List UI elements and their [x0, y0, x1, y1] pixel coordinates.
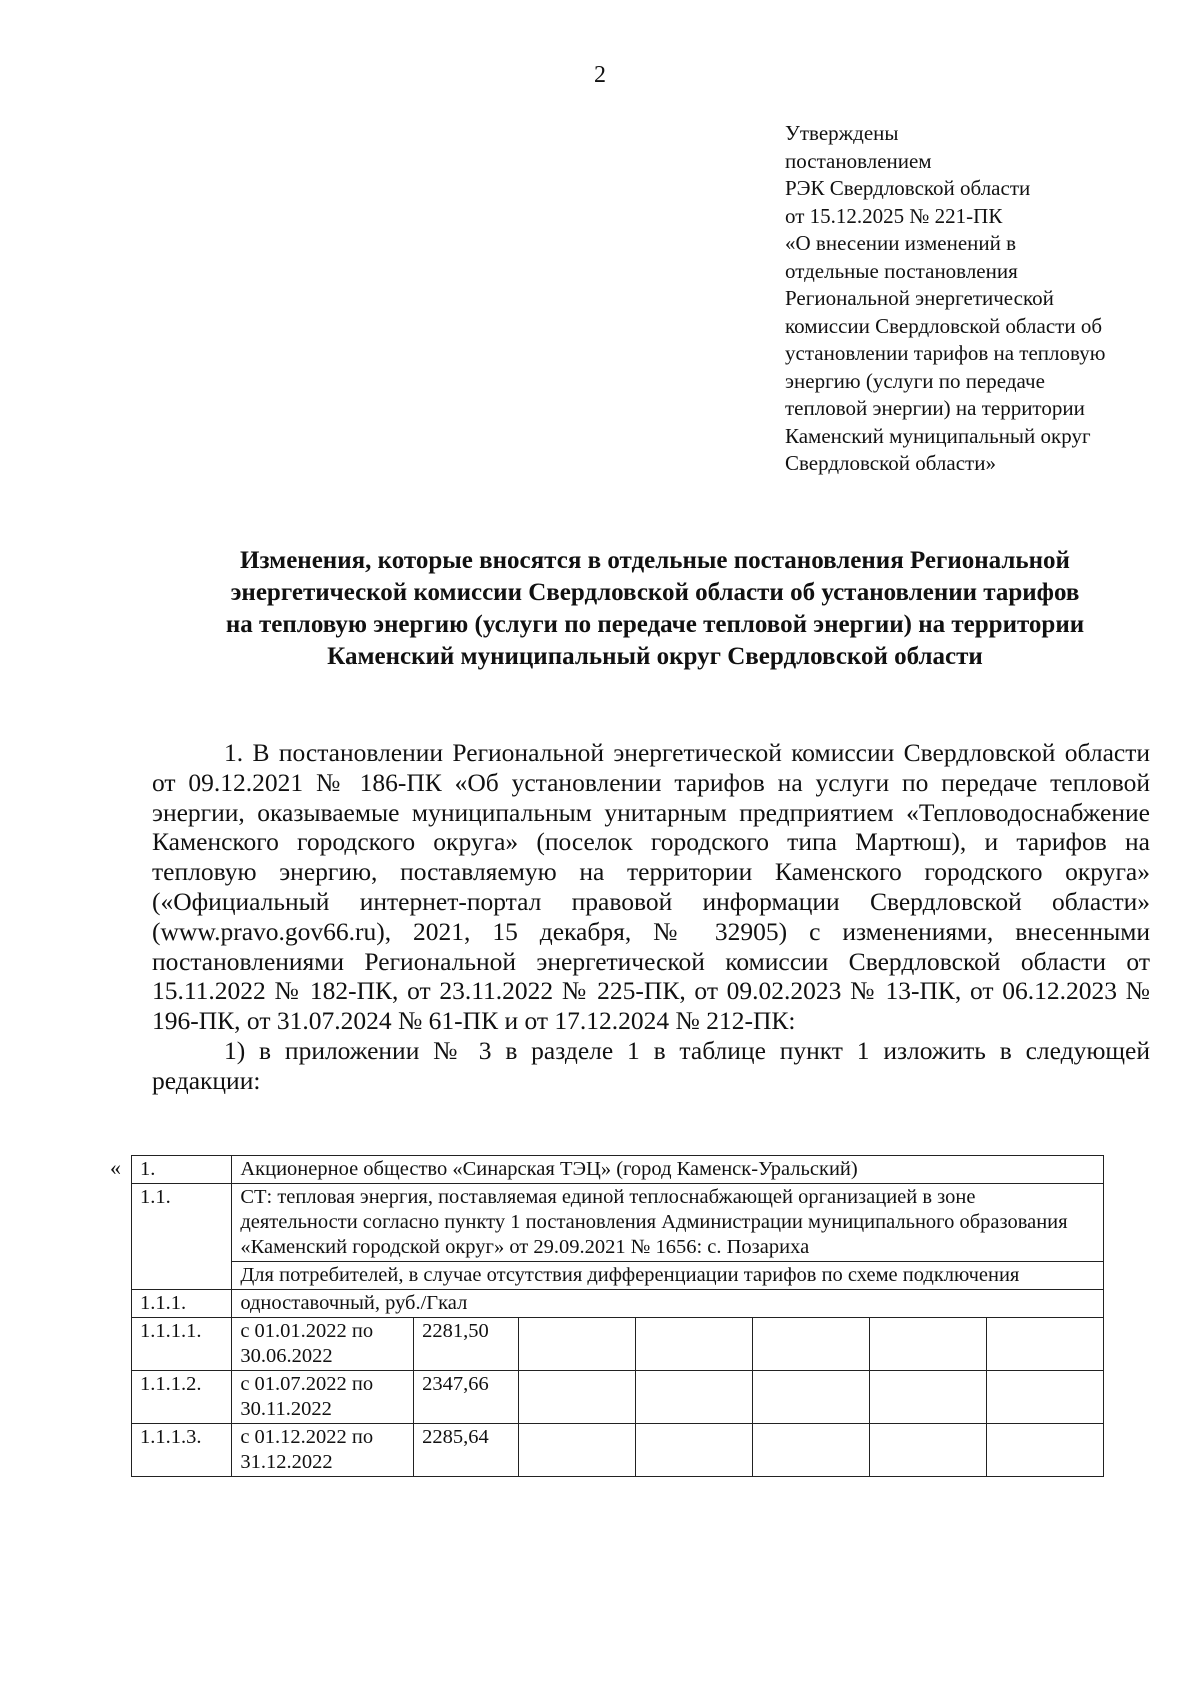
empty-cell: [869, 1371, 986, 1424]
paragraph-1: 1. В постановлении Региональной энергетической комиссии Свердловской области от 09.12.2021 № 186-ПК «Об установлении тарифов на услуги по передаче тепловой энергии, оказываемые муниципальным унитарным предприятием «Тепловодоснабжение Каменского городского округа» (поселок городского типа Мартюш), и тарифов на тепловую энергию, поставляемую на территории Каменского городского округа» («Официальный интернет-портал правовой информации Свердловской области» (www.pravo.gov66.ru), 2021, 15 декабря, № 32905) с изменениями, внесенными постановлениями Региональной энергетической комиссии Свердловской области от 15.11.2022 № 182-ПК, от 23.11.2022 № 225-ПК, от 09.02.2023 № 13-ПК, от 06.12.2023 № 196-ПК, от 31.07.2024 № 61-ПК и от 17.12.2024 № 212-ПК:: [152, 738, 1150, 1036]
approval-block: [785, 120, 1175, 478]
approval-line: Свердловской области»: [785, 451, 996, 475]
empty-cell: [635, 1371, 752, 1424]
table-row: [132, 1424, 1104, 1477]
empty-cell: [752, 1424, 869, 1477]
empty-cell: [869, 1318, 986, 1371]
empty-cell: [518, 1424, 635, 1477]
approval-line: Каменский муниципальный округ: [785, 423, 1091, 448]
document-title: [120, 545, 1190, 673]
approval-line: Утверждены: [785, 121, 899, 145]
row-code: 1.: [132, 1156, 232, 1184]
empty-cell: [635, 1318, 752, 1371]
service-description-cell: СТ: тепловая энергия, поставляемая единой теплоснабжающей организацией в зоне деятельности согласно пункту 1 постановления Администрации муниципального образования «Каменский городской округ» от 29.09.2021 № 1656: с. Позариха: [232, 1184, 1104, 1262]
empty-cell: [986, 1371, 1103, 1424]
empty-cell: [986, 1424, 1103, 1477]
empty-cell: [869, 1424, 986, 1477]
title-line: энергетической комиссии Свердловской области об установлении тарифов: [230, 579, 1080, 606]
table-row: [132, 1262, 1104, 1290]
empty-cell: [752, 1318, 869, 1371]
approval-line: отдельные постановления: [785, 258, 1018, 283]
tariff-table: [131, 1155, 1104, 1477]
table-row: [132, 1371, 1104, 1424]
empty-cell: [752, 1371, 869, 1424]
title-line: Каменский муниципальный округ Свердловской области: [327, 643, 983, 670]
period-cell: с 01.12.2022 по 31.12.2022: [232, 1424, 414, 1477]
approval-line: Региональной энергетической: [785, 286, 1054, 310]
consumers-cell: Для потребителей, в случае отсутствия дифференциации тарифов по схеме подключения: [232, 1262, 1104, 1290]
page-number: 2: [594, 62, 606, 88]
body-text: [152, 738, 1150, 1096]
approval-line: «О внесении изменений в: [785, 231, 1017, 255]
approval-line: энергию (услуги по передаче: [785, 368, 1045, 393]
approval-line: установлении тарифов на тепловую: [785, 341, 1106, 365]
tariff-type-cell: одноставочный, руб./Гкал: [232, 1290, 1104, 1318]
tariff-value-cell: 2285,64: [414, 1424, 519, 1477]
empty-cell: [518, 1318, 635, 1371]
title-line: на тепловую энергию (услуги по передаче тепловой энергии) на территории: [225, 611, 1085, 638]
opening-quote-mark: «: [110, 1155, 121, 1180]
tariff-value-cell: 2281,50: [414, 1318, 519, 1371]
approval-line: от 15.12.2025 № 221-ПК: [785, 203, 1003, 228]
table-row: [132, 1156, 1104, 1184]
empty-cell: [986, 1318, 1103, 1371]
organization-name-cell: Акционерное общество «Синарская ТЭЦ» (город Каменск-Уральский): [232, 1156, 1104, 1184]
table-row: [132, 1318, 1104, 1371]
approval-line: постановлением: [785, 148, 932, 173]
row-code: 1.1.: [132, 1184, 232, 1290]
row-code: 1.1.1.2.: [132, 1371, 232, 1424]
table-row: [132, 1290, 1104, 1318]
row-code: 1.1.1.3.: [132, 1424, 232, 1477]
period-cell: с 01.07.2022 по 30.11.2022: [232, 1371, 414, 1424]
table-row: [132, 1184, 1104, 1262]
paragraph-2: 1) в приложении № 3 в разделе 1 в таблице пункт 1 изложить в следующей редакции:: [152, 1035, 1150, 1095]
approval-line: комиссии Свердловской области об: [785, 313, 1103, 338]
row-code: 1.1.1.1.: [132, 1318, 232, 1371]
empty-cell: [635, 1424, 752, 1477]
period-cell: с 01.01.2022 по 30.06.2022: [232, 1318, 414, 1371]
row-code: 1.1.1.: [132, 1290, 232, 1318]
tariff-value-cell: 2347,66: [414, 1371, 519, 1424]
approval-line: тепловой энергии) на территории: [785, 396, 1085, 420]
approval-line: РЭК Свердловской области: [785, 176, 1031, 200]
title-line: Изменения, которые вносятся в отдельные постановления Региональной: [240, 547, 1070, 574]
empty-cell: [518, 1371, 635, 1424]
